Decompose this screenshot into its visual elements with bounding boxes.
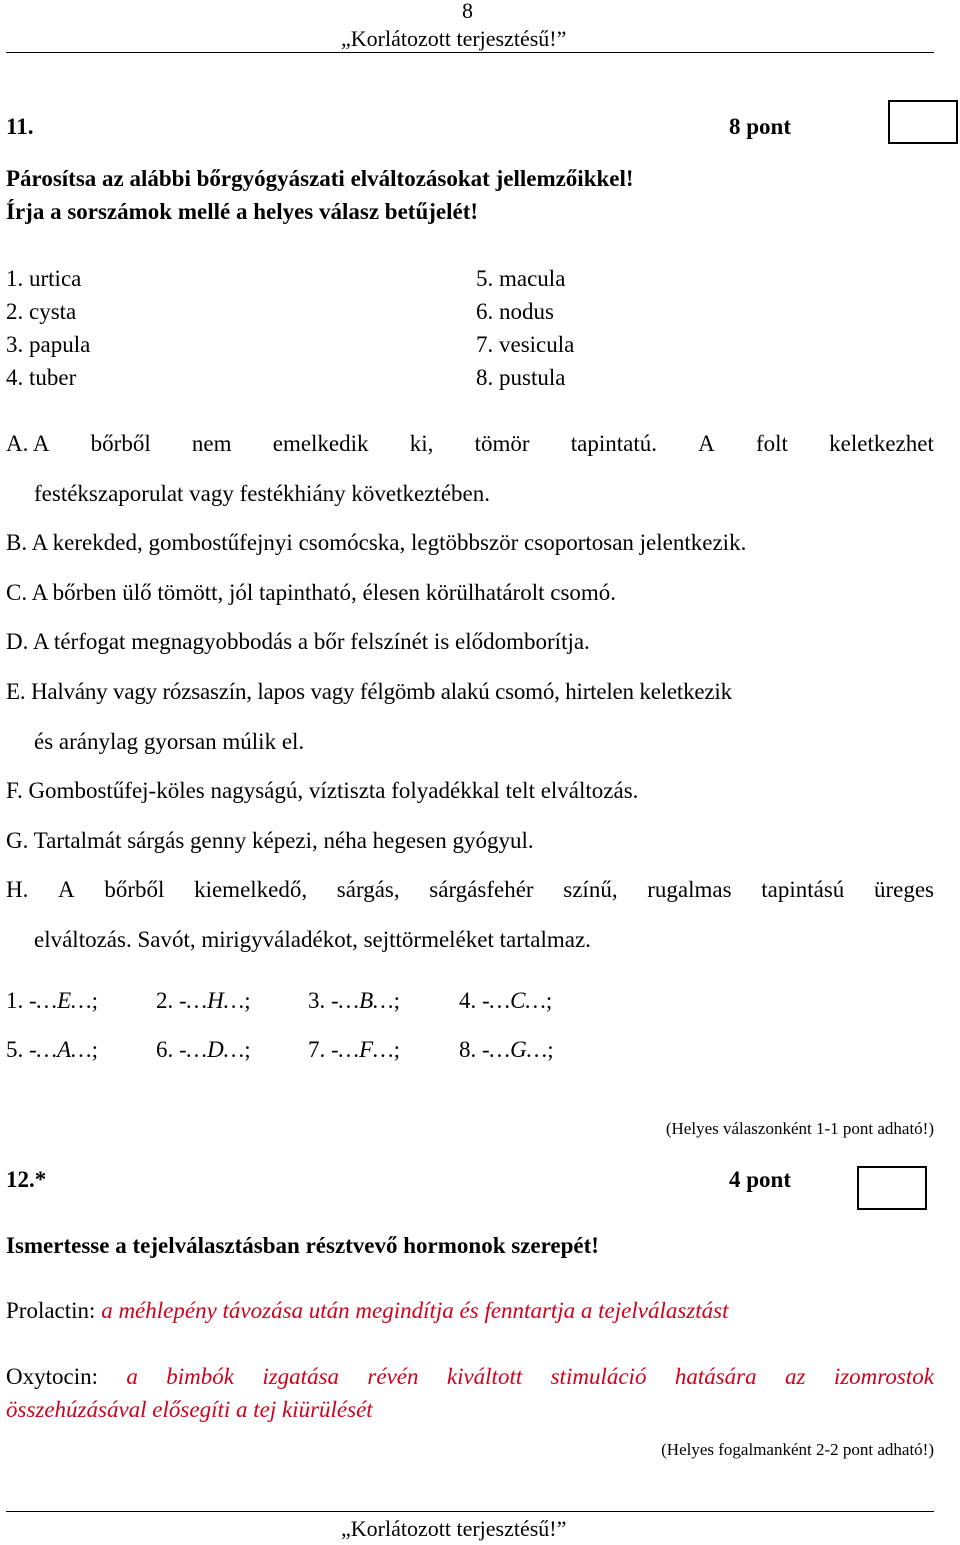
footer-restriction: „Korlátozott terjesztésű!” bbox=[341, 1516, 567, 1541]
option-a-word: bőrből bbox=[90, 431, 151, 456]
oxytocin-word: kiváltott bbox=[446, 1364, 523, 1389]
answer-6 bbox=[156, 1037, 251, 1063]
oxytocin-word: stimuláció bbox=[550, 1364, 647, 1389]
option-h-line1 bbox=[6, 877, 934, 903]
page-number: 8 bbox=[462, 0, 473, 23]
answer-num: 6. - bbox=[156, 1037, 187, 1062]
option-a-word: folt bbox=[756, 431, 788, 456]
oxytocin-word: a bbox=[126, 1364, 138, 1389]
oxytocin-word: révén bbox=[367, 1364, 419, 1389]
answer-8 bbox=[459, 1037, 554, 1063]
option-h-word: üreges bbox=[873, 877, 934, 902]
q11-instruction-2: Írja a sorszámok mellé a helyes válasz betűjelét! bbox=[6, 199, 479, 224]
option-a-line1 bbox=[6, 431, 934, 457]
answer-letter: …H… bbox=[186, 988, 245, 1013]
item-left-2: 2. cysta bbox=[6, 299, 77, 324]
item-right-5: 5. macula bbox=[476, 266, 566, 291]
item-right-7: 7. vesicula bbox=[476, 332, 575, 357]
answer-num: 7. - bbox=[308, 1037, 339, 1062]
option-h-word: sárgásfehér bbox=[429, 877, 534, 902]
option-a-line2: festékszaporulat vagy festékhiány következtében. bbox=[34, 481, 490, 506]
answer-end: ; bbox=[244, 1037, 251, 1062]
answer-4 bbox=[459, 988, 552, 1014]
option-f: F. Gombostűfej-köles nagyságú, víztiszta folyadékkal telt elváltozás. bbox=[6, 778, 639, 803]
answer-num: 3. - bbox=[308, 988, 339, 1013]
prolactin-line bbox=[6, 1298, 729, 1324]
option-h-word: kiemelkedő, bbox=[194, 877, 308, 902]
oxytocin-word: hatására bbox=[674, 1364, 757, 1389]
answer-num: 4. - bbox=[459, 988, 490, 1013]
option-h-word: sárgás, bbox=[336, 877, 400, 902]
footer-divider bbox=[6, 1511, 934, 1512]
oxytocin-word: izgatása bbox=[262, 1364, 340, 1389]
option-e-line2: és aránylag gyorsan múlik el. bbox=[34, 729, 305, 754]
answer-1 bbox=[6, 988, 98, 1014]
answer-end: ; bbox=[244, 988, 251, 1013]
header-restriction: „Korlátozott terjesztésű!” bbox=[341, 26, 567, 51]
option-h-word: H. bbox=[6, 877, 29, 902]
q12-instruction: Ismertesse a tejelválasztásban résztvevő hormonok szerepét! bbox=[6, 1233, 599, 1258]
answer-end: ; bbox=[393, 988, 401, 1013]
q11-points: 8 pont bbox=[729, 114, 791, 139]
option-a-word: emelkedik bbox=[272, 431, 369, 456]
q11-scoring-note: (Helyes válaszonként 1-1 pont adható!) bbox=[665, 1119, 934, 1138]
q12-points: 4 pont bbox=[729, 1167, 791, 1192]
answer-num: 8. - bbox=[459, 1037, 490, 1062]
option-a-word: A bbox=[698, 431, 715, 456]
q12-number: 12.* bbox=[6, 1167, 47, 1192]
answer-5 bbox=[6, 1037, 98, 1063]
answer-letter: …F… bbox=[338, 1037, 394, 1062]
answer-num: 2. - bbox=[156, 988, 187, 1013]
item-left-4: 4. tuber bbox=[6, 365, 77, 390]
answer-end: ; bbox=[545, 988, 553, 1013]
option-a-word: tömör bbox=[474, 431, 530, 456]
option-c: C. A bőrben ülő tömött, jól tapintható, élesen körülhatárolt csomó. bbox=[6, 580, 617, 605]
answer-num: 5. - bbox=[6, 1037, 37, 1062]
option-h-word: rugalmas bbox=[647, 877, 732, 902]
answer-end: ; bbox=[91, 988, 99, 1013]
answer-num: 1. - bbox=[6, 988, 37, 1013]
q12-scoring-note: (Helyes fogalmanként 2-2 pont adható!) bbox=[661, 1440, 934, 1459]
answer-end: ; bbox=[91, 1037, 99, 1062]
option-a-word: nem bbox=[191, 431, 232, 456]
answer-letter: …E… bbox=[36, 988, 92, 1013]
option-g: G. Tartalmát sárgás genny képezi, néha hegesen gyógyul. bbox=[6, 828, 534, 853]
option-a-word: ki, bbox=[409, 431, 434, 456]
answer-letter: …D… bbox=[186, 1037, 245, 1062]
q11-instruction-1: Párosítsa az alábbi bőrgyógyászati elváltozásokat jellemzőikkel! bbox=[6, 166, 634, 191]
answer-7 bbox=[308, 1037, 400, 1063]
answer-3 bbox=[308, 988, 400, 1014]
answer-letter: …B… bbox=[338, 988, 394, 1013]
option-b: B. A kerekded, gombostűfejnyi csomócska, legtöbbször csoportosan jelentkezik. bbox=[6, 530, 747, 555]
prolactin-label: Prolactin: bbox=[6, 1298, 96, 1323]
answer-letter: …C… bbox=[489, 988, 546, 1013]
answer-letter: …A… bbox=[36, 1037, 92, 1062]
oxytocin-word: az bbox=[785, 1364, 806, 1389]
oxytocin-line1 bbox=[6, 1364, 934, 1390]
q11-number: 11. bbox=[6, 114, 34, 139]
header-divider bbox=[6, 52, 934, 53]
item-left-3: 3. papula bbox=[6, 332, 91, 357]
option-h-word: színű, bbox=[563, 877, 618, 902]
item-right-8: 8. pustula bbox=[476, 365, 566, 390]
answer-end: ; bbox=[547, 1037, 554, 1062]
oxytocin-word: izomrostok bbox=[833, 1364, 934, 1389]
option-a-word: tapintatú. bbox=[570, 431, 657, 456]
option-h-word: bőrből bbox=[104, 877, 165, 902]
q11-score-box[interactable] bbox=[888, 100, 958, 144]
option-a-word: keletkezhet bbox=[829, 431, 934, 456]
prolactin-answer: a méhlepény távozása után megindítja és fenntartja a tejelválasztást bbox=[101, 1298, 729, 1323]
oxytocin-word: bimbók bbox=[166, 1364, 234, 1389]
oxytocin-line2: összehúzásával elősegíti a tej kiürülését bbox=[6, 1397, 373, 1422]
item-left-1: 1. urtica bbox=[6, 266, 82, 291]
option-a-word: A. A bbox=[6, 431, 50, 456]
item-right-6: 6. nodus bbox=[476, 299, 554, 324]
answer-letter: …G… bbox=[489, 1037, 548, 1062]
oxytocin-label: Oxytocin: bbox=[6, 1364, 98, 1389]
q12-score-box[interactable] bbox=[857, 1166, 927, 1210]
option-h-word: A bbox=[58, 877, 75, 902]
option-e-line1: E. Halvány vagy rózsaszín, lapos vagy félgömb alakú csomó, hirtelen keletkezik bbox=[6, 679, 732, 704]
option-d: D. A térfogat megnagyobbodás a bőr felszínét is elődomborítja. bbox=[6, 629, 590, 654]
option-h-line2: elváltozás. Savót, mirigyváladékot, sejttörmeléket tartalmaz. bbox=[34, 927, 591, 952]
answer-end: ; bbox=[393, 1037, 401, 1062]
option-h-word: tapintású bbox=[761, 877, 845, 902]
answer-2 bbox=[156, 988, 251, 1014]
